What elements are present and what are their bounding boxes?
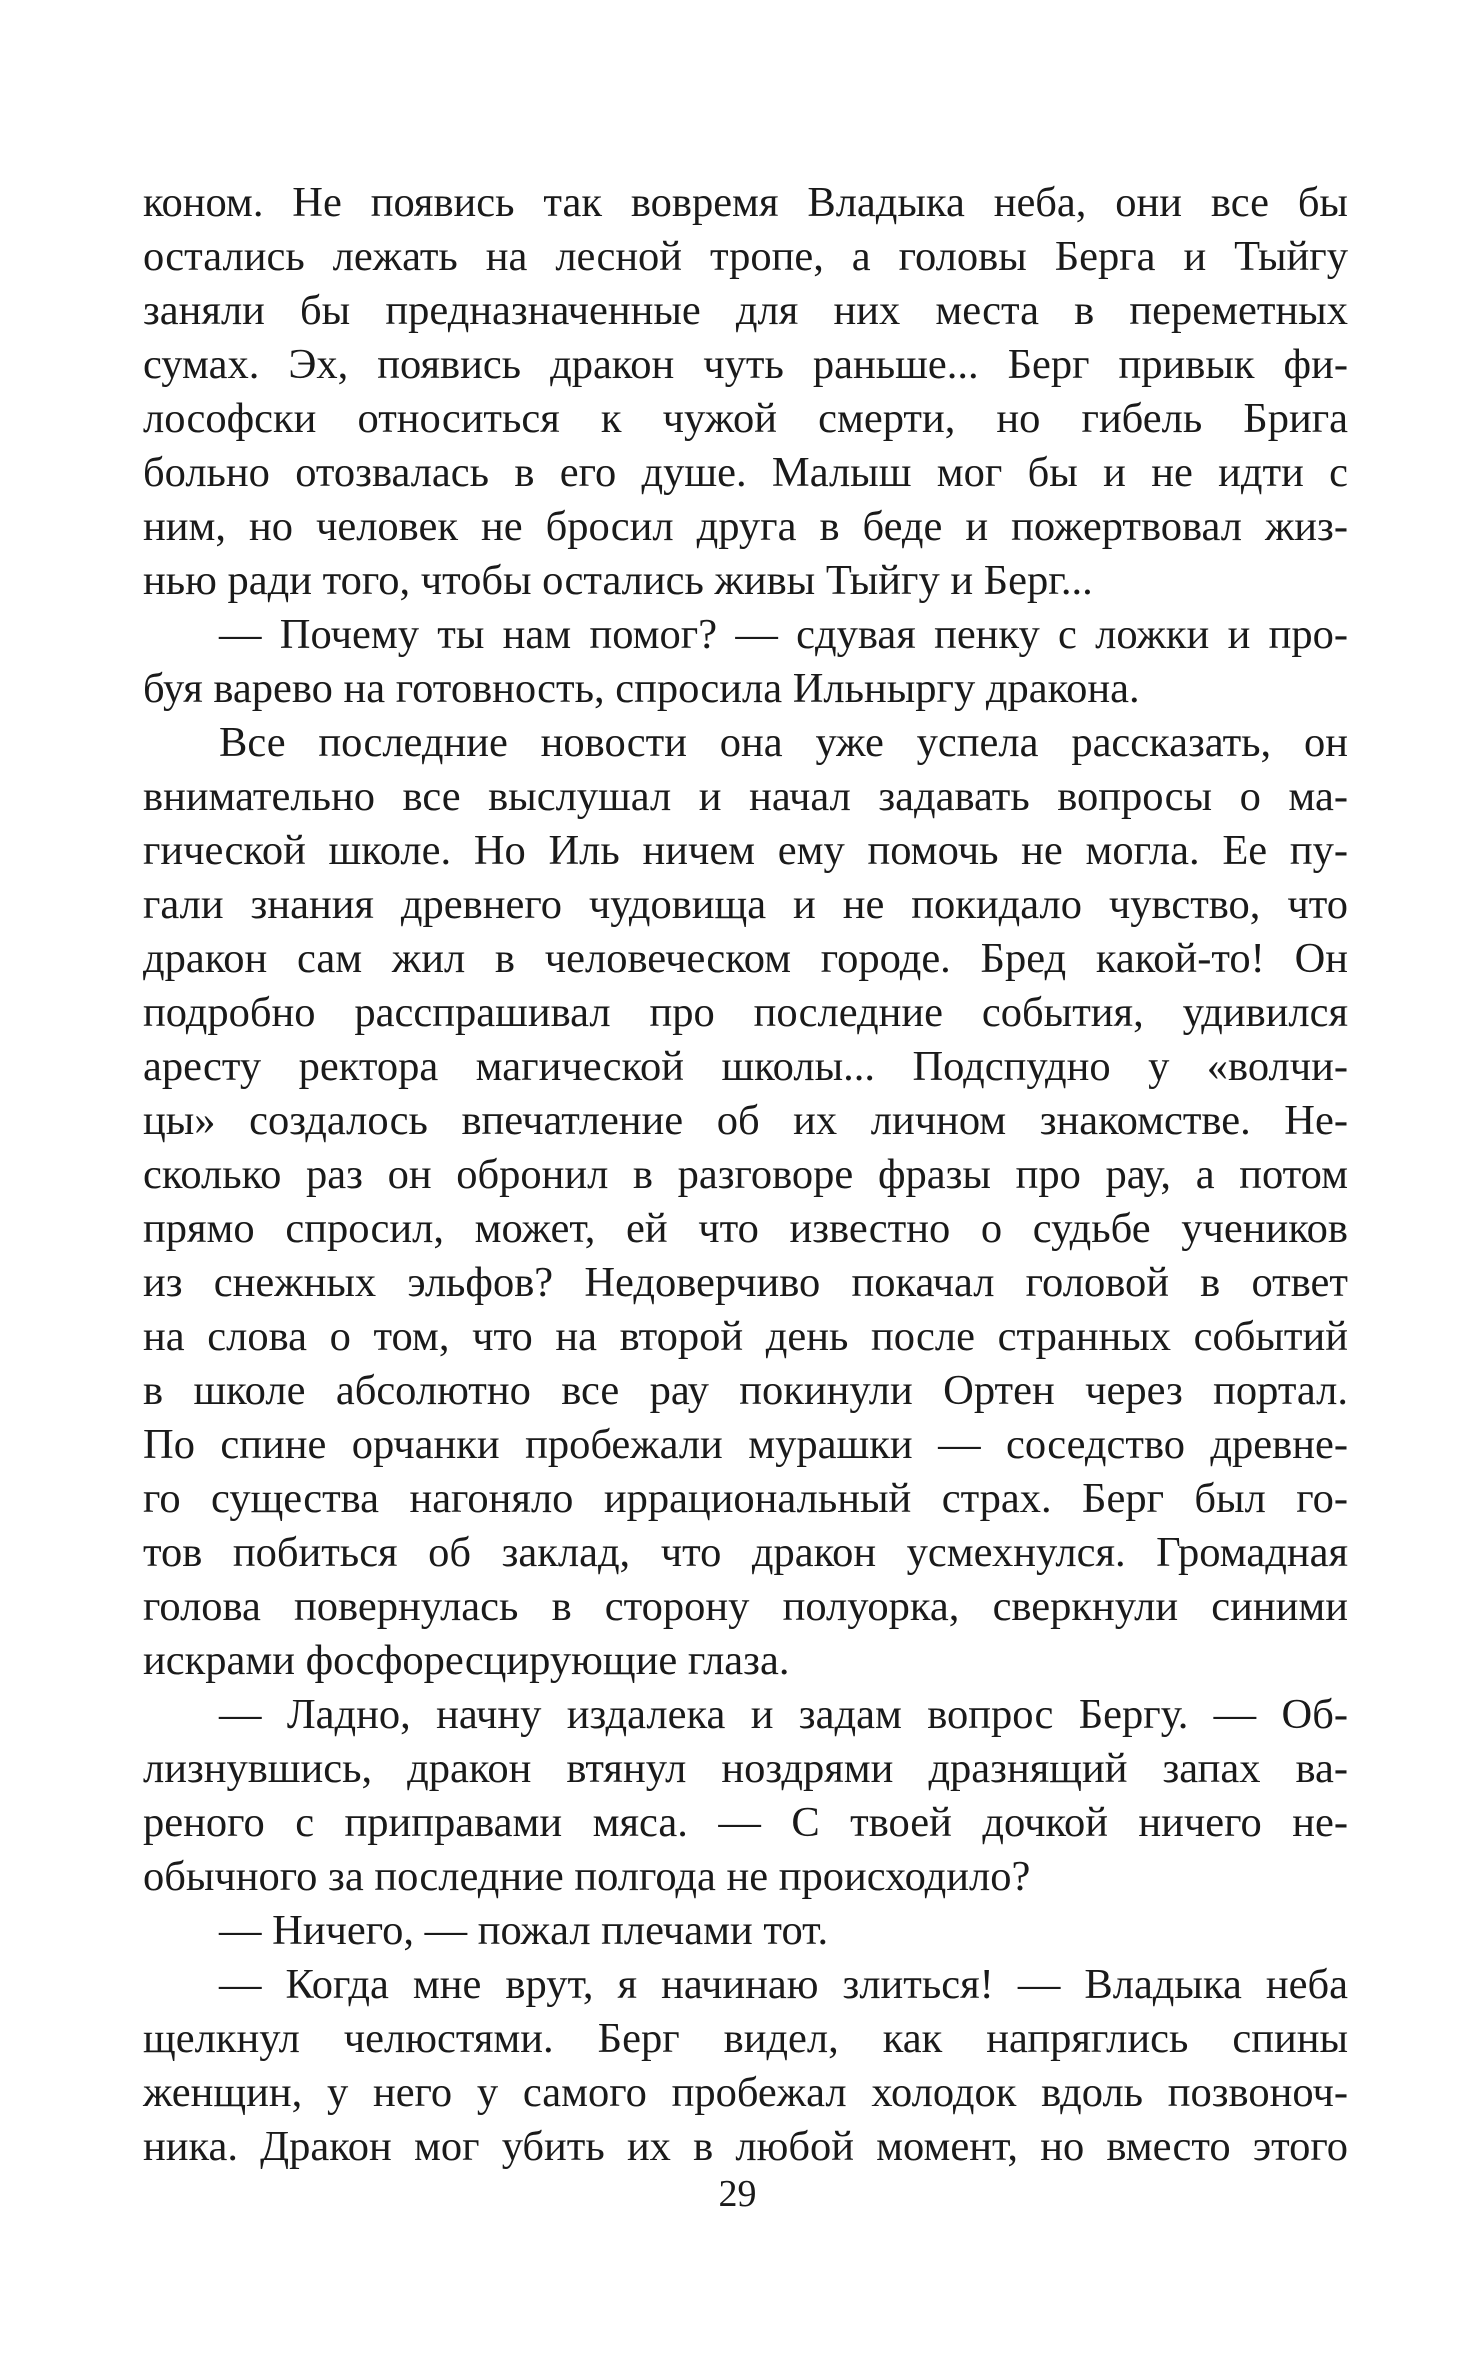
text-line: аресту ректора магической школы... Подспудно у «волчи- bbox=[143, 1043, 1348, 1090]
text-line: подробно расспрашивал про последние события, удивился bbox=[143, 989, 1348, 1036]
text-line: Все последние новости она уже успела рассказать, он bbox=[219, 719, 1348, 766]
text-line: го существа нагоняло иррациональный страх. Берг был го- bbox=[143, 1475, 1348, 1522]
text-line: прямо спросил, может, ей что известно о судьбе учеников bbox=[143, 1205, 1348, 1252]
text-line: реного с приправами мяса. — С твоей дочкой ничего не- bbox=[143, 1799, 1348, 1846]
text-line: ника. Дракон мог убить их в любой момент, но вместо этого bbox=[143, 2123, 1348, 2170]
text-line: обычного за последние полгода не происходило? bbox=[143, 1853, 1031, 1900]
text-line: буя варево на готовность, спросила Ильныргу дракона. bbox=[143, 665, 1140, 712]
text-line: внимательно все выслушал и начал задавать вопросы о ма- bbox=[143, 773, 1348, 820]
text-line: нью ради того, чтобы остались живы Тыйгу и Берг... bbox=[143, 557, 1093, 604]
text-line: ним, но человек не бросил друга в беде и пожертвовал жиз- bbox=[143, 503, 1348, 550]
text-line: из снежных эльфов? Недоверчиво покачал головой в ответ bbox=[143, 1259, 1348, 1306]
text-line: — Ничего, — пожал плечами тот. bbox=[219, 1907, 829, 1954]
text-line: заняли бы предназначенные для них места в переметных bbox=[143, 287, 1348, 334]
text-line: дракон сам жил в человеческом городе. Бред какой-то! Он bbox=[143, 935, 1348, 982]
page-body bbox=[143, 176, 1348, 2174]
text-line: — Почему ты нам помог? — сдувая пенку с ложки и про- bbox=[219, 611, 1348, 658]
text-line: щелкнул челюстями. Берг видел, как напряглись спины bbox=[143, 2015, 1348, 2062]
text-line: сколько раз он обронил в разговоре фразы про рау, а потом bbox=[143, 1151, 1348, 1198]
text-line: остались лежать на лесной тропе, а головы Берга и Тыйгу bbox=[143, 233, 1348, 280]
text-line: голова повернулась в сторону полуорка, сверкнули синими bbox=[143, 1583, 1348, 1630]
text-line: — Ладно, начну издалека и задам вопрос Бергу. — Об- bbox=[219, 1691, 1348, 1738]
text-line: лософски относиться к чужой смерти, но гибель Брига bbox=[143, 395, 1348, 442]
page-number: 29 bbox=[718, 2173, 757, 2215]
text-line: женщин, у него у самого пробежал холодок вдоль позвоноч- bbox=[143, 2069, 1348, 2116]
text-line: в школе абсолютно все рау покинули Ортен через портал. bbox=[143, 1367, 1348, 1414]
text-line: коном. Не появись так вовремя Владыка неба, они все бы bbox=[143, 179, 1348, 226]
text-line: больно отозвалась в его душе. Малыш мог бы и не идти с bbox=[143, 449, 1348, 496]
text-line: гической школе. Но Иль ничем ему помочь не могла. Ее пу- bbox=[143, 827, 1348, 874]
text-line: лизнувшись, дракон втянул ноздрями дразнящий запах ва- bbox=[143, 1745, 1348, 1792]
text-line: искрами фосфоресцирующие глаза. bbox=[143, 1637, 790, 1684]
text-line: тов побиться об заклад, что дракон усмехнулся. Громадная bbox=[143, 1529, 1348, 1576]
text-line: на слова о том, что на второй день после странных событий bbox=[143, 1313, 1348, 1360]
text-line: гали знания древнего чудовища и не покидало чувство, что bbox=[143, 881, 1348, 928]
text-line: — Когда мне врут, я начинаю злиться! — Владыка неба bbox=[219, 1961, 1348, 2008]
text-line: сумах. Эх, появись дракон чуть раньше... Берг привык фи- bbox=[143, 341, 1348, 388]
text-line: цы» создалось впечатление об их личном знакомстве. Не- bbox=[143, 1097, 1348, 1144]
text-line: По спине орчанки пробежали мурашки — соседство древне- bbox=[143, 1421, 1348, 1468]
